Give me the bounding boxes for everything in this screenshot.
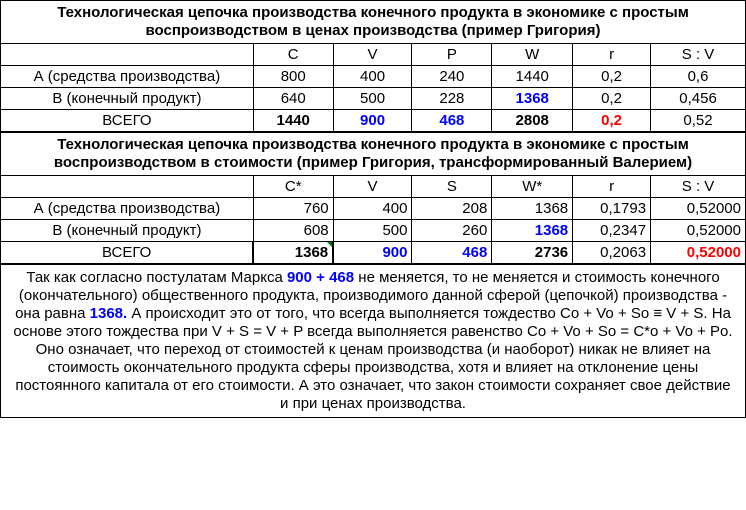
table1-header-sv[interactable]: S : V	[651, 44, 746, 66]
table2-cell[interactable]: 760	[253, 198, 333, 220]
note-highlight: 1368.	[89, 305, 128, 322]
note-text[interactable]	[1, 264, 746, 418]
table1-cell[interactable]: 640	[253, 88, 333, 110]
table1-header-empty[interactable]	[1, 44, 254, 66]
table1-cell-highlight[interactable]: 900	[333, 110, 412, 133]
table1-header-r[interactable]: r	[573, 44, 651, 66]
table1-row-a	[1, 66, 746, 88]
table2-cell[interactable]: 260	[412, 220, 492, 242]
table2-header-row	[1, 176, 746, 198]
table2-cell-highlight[interactable]: 1368	[492, 220, 573, 242]
table2-cell[interactable]: 500	[333, 220, 412, 242]
table2-header-s[interactable]: S	[412, 176, 492, 198]
table1-row-total	[1, 110, 746, 133]
table1-cell[interactable]: 800	[253, 66, 333, 88]
table2-header-sv[interactable]: S : V	[651, 176, 746, 198]
table1-row-label[interactable]: А (средства производства)	[1, 66, 254, 88]
note-highlight: 900 + 468	[286, 269, 355, 286]
table1-header-p[interactable]: P	[412, 44, 492, 66]
table2-cell[interactable]: 0,2347	[573, 220, 651, 242]
table1-cell[interactable]: 400	[333, 66, 412, 88]
table2-row-total	[1, 242, 746, 265]
note-text-part: Так как согласно постулатам Маркса	[26, 269, 287, 286]
table2-title[interactable]: Технологическая цепочка производства конечного продукта в экономике с простым воспроизводством в стоимости (пример Григория, трансформированный Валерием)	[1, 132, 746, 176]
table2-header-r[interactable]: r	[573, 176, 651, 198]
table2-header-empty[interactable]	[1, 176, 254, 198]
note-text-part: А происходит это от того, что всегда выполняется тождество Co + Vo + So ≡ V + S. На основе этого тождества при V + S = V + P всегда выполняется равенство Co + Vo + So = C*o + Vo + Po. Оно означает, что переход от стоимостей к ценам производства (и наоборот) никак не влияет на стоимость окончательного продукта сферы производства, хотя и влияет на отклонение цены постоянного капитала от его стоимости. А это означает, что закон стоимости сохраняет свое действие и при ценах производства.	[13, 305, 733, 412]
table2-cell[interactable]: 0,52000	[651, 220, 746, 242]
table2-cell[interactable]: 608	[253, 220, 333, 242]
table2-cell[interactable]: 0,2063	[573, 242, 651, 265]
table2-row-a	[1, 198, 746, 220]
table1-row-b	[1, 88, 746, 110]
table2-cell-text: 1368	[294, 243, 329, 261]
table1-cell[interactable]: 1440	[492, 66, 573, 88]
table1-cell[interactable]: 2808	[492, 110, 573, 133]
note-text-part: не меняется, то не меняется и стоимость конечного (окончательного) общественного продукта, производимого данной сферой (цепочкой) производства - она равна	[15, 269, 728, 322]
table2-row-label[interactable]: А (средства производства)	[1, 198, 254, 220]
table1-header-v[interactable]: V	[333, 44, 412, 66]
table1-cell[interactable]: 500	[333, 88, 412, 110]
table2-cell-highlight[interactable]: 900	[333, 242, 412, 265]
table2-cell[interactable]: 1368	[492, 198, 573, 220]
table1-title-row	[1, 1, 746, 44]
table1-title[interactable]: Технологическая цепочка производства конечного продукта в экономике с простым воспроизводством в ценах производства (пример Григория)	[1, 1, 746, 44]
table2-title-row	[1, 132, 746, 176]
table2-header-v[interactable]: V	[333, 176, 412, 198]
table2-row-b	[1, 220, 746, 242]
table1-cell[interactable]: 0,6	[651, 66, 746, 88]
table1-cell[interactable]: 228	[412, 88, 492, 110]
table1-cell[interactable]: 0,2	[573, 66, 651, 88]
table1-header-w[interactable]: W	[492, 44, 573, 66]
table2-cell[interactable]: 2736	[492, 242, 573, 265]
table2-cell-highlight[interactable]: 0,52000	[651, 242, 746, 265]
table2-cell[interactable]: 0,52000	[651, 198, 746, 220]
table2-header-w[interactable]: W*	[492, 176, 573, 198]
table1-header-c[interactable]: C	[253, 44, 333, 66]
table1-cell-highlight[interactable]: 0,2	[573, 110, 651, 133]
table1-row-label[interactable]: ВСЕГО	[1, 110, 254, 133]
table2-cell[interactable]: 400	[333, 198, 412, 220]
table2-cell-highlight[interactable]: 468	[412, 242, 492, 265]
table2-row-label[interactable]: ВСЕГО	[1, 242, 254, 265]
table1-cell-highlight[interactable]: 468	[412, 110, 492, 133]
table2-row-label[interactable]: В (конечный продукт)	[1, 220, 254, 242]
table1-cell[interactable]: 0,456	[651, 88, 746, 110]
table1-cell[interactable]: 0,52	[651, 110, 746, 133]
table2-header-c[interactable]: C*	[253, 176, 333, 198]
note-row	[1, 264, 746, 418]
table1-cell[interactable]: 1440	[253, 110, 333, 133]
table1-row-label[interactable]: В (конечный продукт)	[1, 88, 254, 110]
table1-header-row	[1, 44, 746, 66]
table1-cell[interactable]: 240	[412, 66, 492, 88]
table2-cell[interactable]	[253, 242, 333, 265]
table1-cell-highlight[interactable]: 1368	[492, 88, 573, 110]
comment-indicator-icon	[327, 242, 333, 248]
table2-cell[interactable]: 208	[412, 198, 492, 220]
table1-cell[interactable]: 0,2	[573, 88, 651, 110]
table2-cell[interactable]: 0,1793	[573, 198, 651, 220]
